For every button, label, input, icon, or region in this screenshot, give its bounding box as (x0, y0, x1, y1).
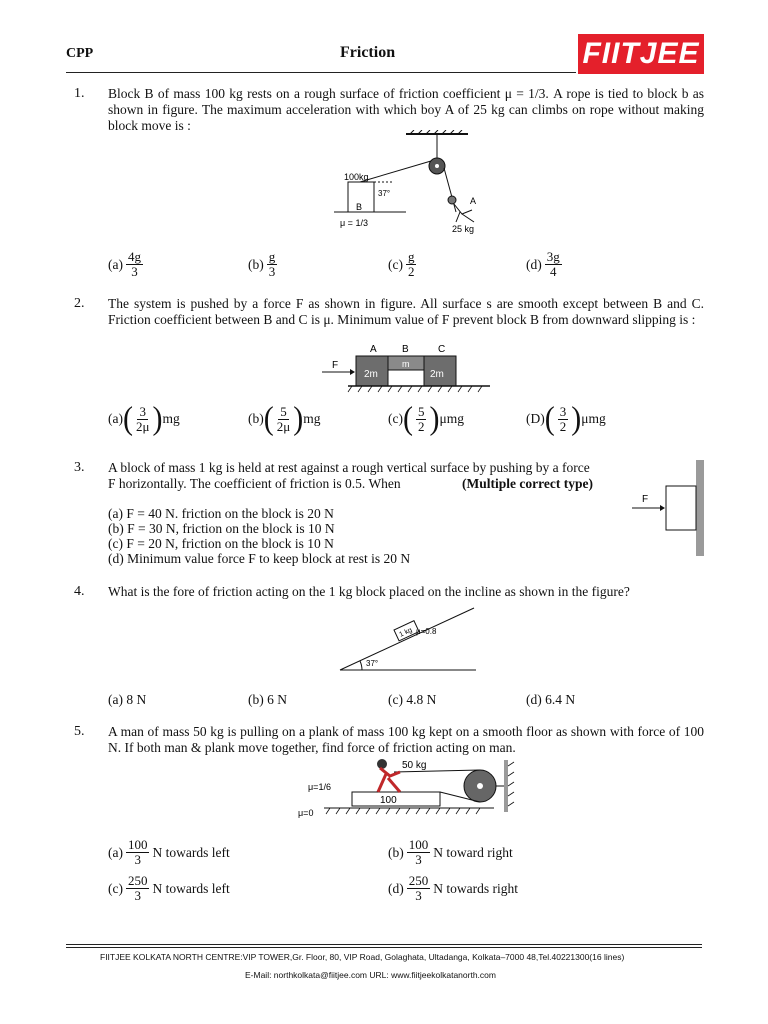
q4-fig-block: 1 kg (398, 626, 414, 639)
q1-figure (330, 130, 500, 236)
q4-fig-mu: μ=0.8 (416, 627, 437, 636)
fiitjee-logo: FIITJEE (578, 34, 704, 74)
q4-figure (336, 604, 480, 676)
q4-option-d[interactable]: (d) 6.4 N (526, 692, 576, 707)
header-divider (66, 72, 576, 73)
q2-fig-a: A (370, 344, 377, 355)
q2-text: The system is pushed by a force F as shown in figure. All surface s are smooth except between B and C. Friction coefficient between B and C is μ. Minimum value of F prevent block B from downward slipping is : (108, 296, 704, 327)
q1-fig-mass: 100kg (344, 172, 369, 182)
q5-fig-mu1: μ=1/6 (308, 782, 331, 792)
q3-type-badge: (Multiple correct type) (462, 476, 593, 491)
q2-fig-b: B (402, 344, 409, 355)
q5-option-b[interactable]: (b) $\frac{100}{3}$ N toward right (388, 837, 513, 867)
q1-text: Block B of mass 100 kg rests on a rough surface of friction coefficient μ = 1/3. A rope is tied to block b as shown in figure. The maximum acceleration with which boy A of 25 kg can climbs on rope without making block move is : (108, 86, 704, 133)
q1-option-c[interactable]: (c) $\frac{g}{2}$ (388, 249, 415, 279)
footer-divider-top (66, 944, 702, 945)
q1-option-d[interactable]: (d) $\frac{3g}{4}$ (526, 249, 560, 279)
header-label: CPP (66, 46, 94, 61)
man-figure (377, 759, 400, 792)
q2-fig-c: C (438, 344, 446, 355)
q4-option-c[interactable]: (c) 4.8 N (388, 692, 437, 707)
q2-fig-force: F (332, 360, 339, 371)
q4-number: 4. (74, 584, 85, 599)
footer-contact: E-Mail: northkolkata@fiitjee.com URL: www.fiitjeekolkatanorth.com (245, 970, 496, 980)
q4-text: What is the fore of friction acting on the 1 kg block placed on the incline as shown in the figure? (108, 584, 630, 599)
q5-fig-mu0: μ=0 (298, 808, 314, 818)
q4-option-b[interactable]: (b) 6 N (248, 692, 287, 707)
q5-fig-plank: 100 (380, 795, 397, 806)
q1-option-b[interactable]: (b) $\frac{g}{3}$ (248, 249, 276, 279)
q1-number: 1. (74, 86, 85, 101)
q2-option-d[interactable]: (D) ( $\frac{3}{2}$ ) μmg (526, 400, 606, 437)
q2-fig-m2: m (402, 359, 410, 369)
q4-option-a[interactable]: (a) 8 N (108, 692, 147, 707)
q2-fig-m3: 2m (430, 369, 444, 380)
q5-option-c[interactable]: (c) $\frac{250}{3}$ N towards left (108, 873, 230, 903)
q5-text: A man of mass 50 kg is pulling on a plank of mass 100 kg kept on a smooth floor as shown with force of 100 N. If both man & plank move together, find force of friction acting on man. (108, 724, 704, 755)
q5-number: 5. (74, 724, 85, 739)
q1-option-a[interactable]: (a) $\frac{4g}{3}$ (108, 249, 141, 279)
q5-fig-man: 50 kg (402, 760, 427, 771)
q3-option-a[interactable]: (a) F = 40 N. friction on the block is 20 N (108, 506, 334, 521)
q2-figure (318, 344, 494, 396)
q3-options (108, 506, 410, 566)
q5-option-d[interactable]: (d) $\frac{250}{3}$ N towards right (388, 873, 518, 903)
q3-option-c[interactable]: (c) F = 20 N, friction on the block is 10 N (108, 536, 334, 551)
q2-option-a[interactable]: (a) ( $\frac{3}{2\mu}$ ) mg (108, 400, 180, 437)
q3-option-b[interactable]: (b) F = 30 N, friction on the block is 10 N (108, 521, 335, 536)
q1-fig-boy: A (470, 196, 477, 206)
q2-option-c[interactable]: (c) ( $\frac{5}{2}$ ) μmg (388, 400, 464, 437)
page-title: Friction (340, 44, 396, 61)
q5-option-a[interactable]: (a) $\frac{100}{3}$ N towards left (108, 837, 230, 867)
q2-number: 2. (74, 296, 85, 311)
q1-fig-block: B (356, 202, 363, 212)
q1-fig-mu: μ = 1/3 (340, 218, 368, 228)
q1-fig-boymass: 25 kg (452, 224, 475, 234)
q2-option-b[interactable]: (b) ( $\frac{5}{2\mu}$ ) mg (248, 400, 321, 437)
q1-fig-angle: 37° (378, 189, 391, 198)
q3-text-line2: F horizontally. The coefficient of friction is 0.5. When (108, 476, 401, 491)
q3-figure (628, 460, 708, 558)
footer-divider-bottom (66, 947, 702, 948)
q3-text-line1: A block of mass 1 kg is held at rest against a rough vertical surface by pushing by a force (108, 460, 590, 475)
q3-option-d[interactable]: (d) Minimum value force F to keep block at rest is 20 N (108, 551, 411, 566)
q2-fig-m1: 2m (364, 369, 378, 380)
footer-address: FIITJEE KOLKATA NORTH CENTRE:VIP TOWER,Gr. Floor, 80, VIP Road, Golaghata, Ultadanga, Kolkata–7000 48,Tel.40221300(16 lines) (100, 952, 625, 962)
q5-figure (294, 756, 526, 820)
q3-number: 3. (74, 460, 85, 475)
q4-fig-angle: 37° (366, 659, 379, 668)
q3-fig-force: F (642, 494, 649, 505)
